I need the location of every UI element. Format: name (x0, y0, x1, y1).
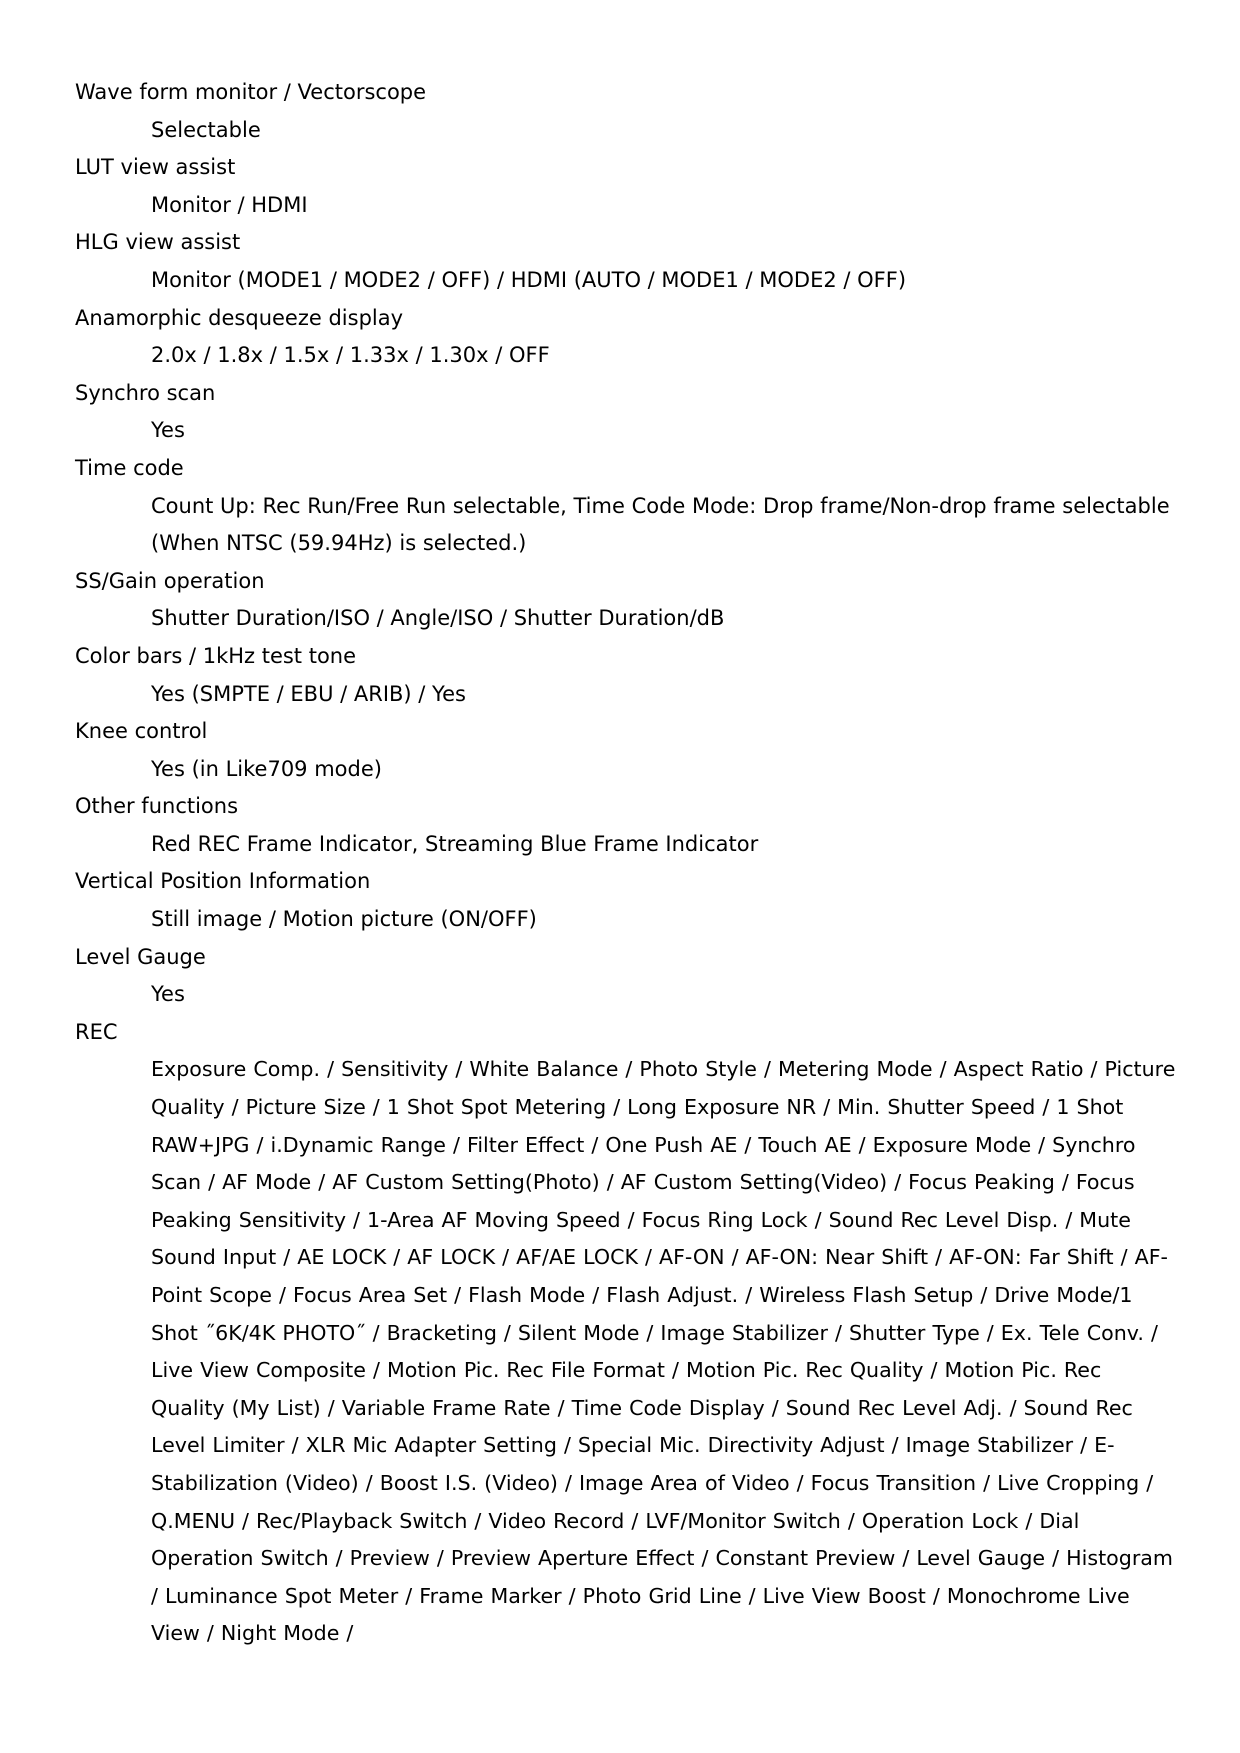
spec-value: Shutter Duration/ISO / Angle/ISO / Shutter Duration/dB (151, 606, 725, 631)
spec-entry-color-bars (0, 638, 1240, 713)
spec-value: Count Up: Rec Run/Free Run selectable, Time Code Mode: Drop frame/Non-drop frame selectable (When NTSC (59.94Hz) is selected.) (151, 493, 1170, 556)
spec-entry-other-functions (0, 788, 1240, 863)
spec-value: Yes (SMPTE / EBU / ARIB) / Yes (151, 681, 466, 706)
spec-value: Selectable (151, 117, 261, 142)
spec-heading: Anamorphic desqueeze display (75, 305, 404, 330)
spec-value: Yes (151, 982, 185, 1007)
spec-heading: Color bars / 1kHz test tone (75, 643, 357, 668)
spec-heading: LUT view assist (75, 155, 236, 180)
spec-entry-level-gauge (0, 939, 1240, 1014)
spec-entry-ss-gain (0, 563, 1240, 638)
spec-value: Monitor (MODE1 / MODE2 / OFF) / HDMI (AUTO / MODE1 / MODE2 / OFF) (151, 267, 907, 292)
spec-value: Exposure Comp. / Sensitivity / White Balance / Photo Style / Metering Mode / Aspect Ratio / Picture Quality / Picture Size / 1 Shot Spot Metering / Long Exposure NR / Min. Shutter Speed / 1 Shot RAW+JPG / i.Dynamic Range / Filter Effect / One Push AE / Touch AE / Exposure Mode / Synchro Scan / AF Mode / AF Custom Setting(Photo) / AF Custom Setting(Video) / Focus Peaking / Focus Peaking Sensitivity / 1-Area AF Moving Speed / Focus Ring Lock / Sound Rec Level Disp. / Mute Sound Input / AE LOCK / AF LOCK / AF/AE LOCK / AF-ON / AF-ON: Near Shift / AF-ON: Far Shift / AF-Point Scope / Focus Area Set / Flash Mode / Flash Adjust. / Wireless Flash Setup / Drive Mode/1 Shot ˝6K/4K PHOTO˝ / Bracketing / Silent Mode / Image Stabilizer / Shutter Type / Ex. Tele Conv. / Live View Composite / Motion Pic. Rec File Format / Motion Pic. Rec Quality / Motion Pic. Rec Quality (My List) / Variable Frame Rate / Time Code Display / Sound Rec Level Adj. / Sound Rec Level Limiter / XLR Mic Adapter Setting / Special Mic. Directivity Adjust / Image Stabilizer / E-Stabilization (Video) / Boost I.S. (Video) / Image Area of Video / Focus Transition / Live Cropping / Q.MENU / Rec/Playback Switch / Video Record / LVF/Monitor Switch / Operation Lock / Dial Operation Switch / Preview / Preview Aperture Effect / Constant Preview / Level Gauge / Histogram / Luminance Spot Meter / Frame Marker / Photo Grid Line / Live View Boost / Monochrome Live View / Night Mode / (151, 1057, 1176, 1646)
spec-value: Still image / Motion picture (ON/OFF) (151, 907, 537, 932)
spec-entry-hlg-view-assist (0, 224, 1240, 299)
spec-heading: SS/Gain operation (75, 568, 265, 593)
spec-heading: Other functions (75, 794, 239, 819)
spec-value: Red REC Frame Indicator, Streaming Blue Frame Indicator (151, 831, 759, 856)
spec-heading: Time code (75, 455, 184, 480)
spec-heading: Vertical Position Information (75, 869, 371, 894)
spec-heading: REC (75, 1019, 118, 1044)
spec-entry-lut-view-assist (0, 149, 1240, 224)
spec-value: 2.0x / 1.8x / 1.5x / 1.33x / 1.30x / OFF (151, 343, 550, 368)
spec-entry-vertical-position (0, 863, 1240, 938)
spec-entry-waveform (0, 74, 1240, 149)
spec-heading: Knee control (75, 719, 208, 744)
spec-heading: HLG view assist (75, 230, 241, 255)
spec-entry-knee-control (0, 713, 1240, 788)
spec-value: Monitor / HDMI (151, 192, 308, 217)
spec-value: Yes (in Like709 mode) (151, 756, 382, 781)
spec-value: Yes (151, 418, 185, 443)
spec-entry-synchro-scan (0, 375, 1240, 450)
spec-entry-time-code (0, 450, 1240, 563)
spec-document (0, 74, 1240, 1653)
spec-entry-anamorphic (0, 300, 1240, 375)
spec-heading: Wave form monitor / Vectorscope (75, 80, 427, 104)
spec-heading: Level Gauge (75, 944, 206, 969)
spec-heading: Synchro scan (75, 380, 216, 405)
spec-entry-rec (0, 1014, 1240, 1653)
